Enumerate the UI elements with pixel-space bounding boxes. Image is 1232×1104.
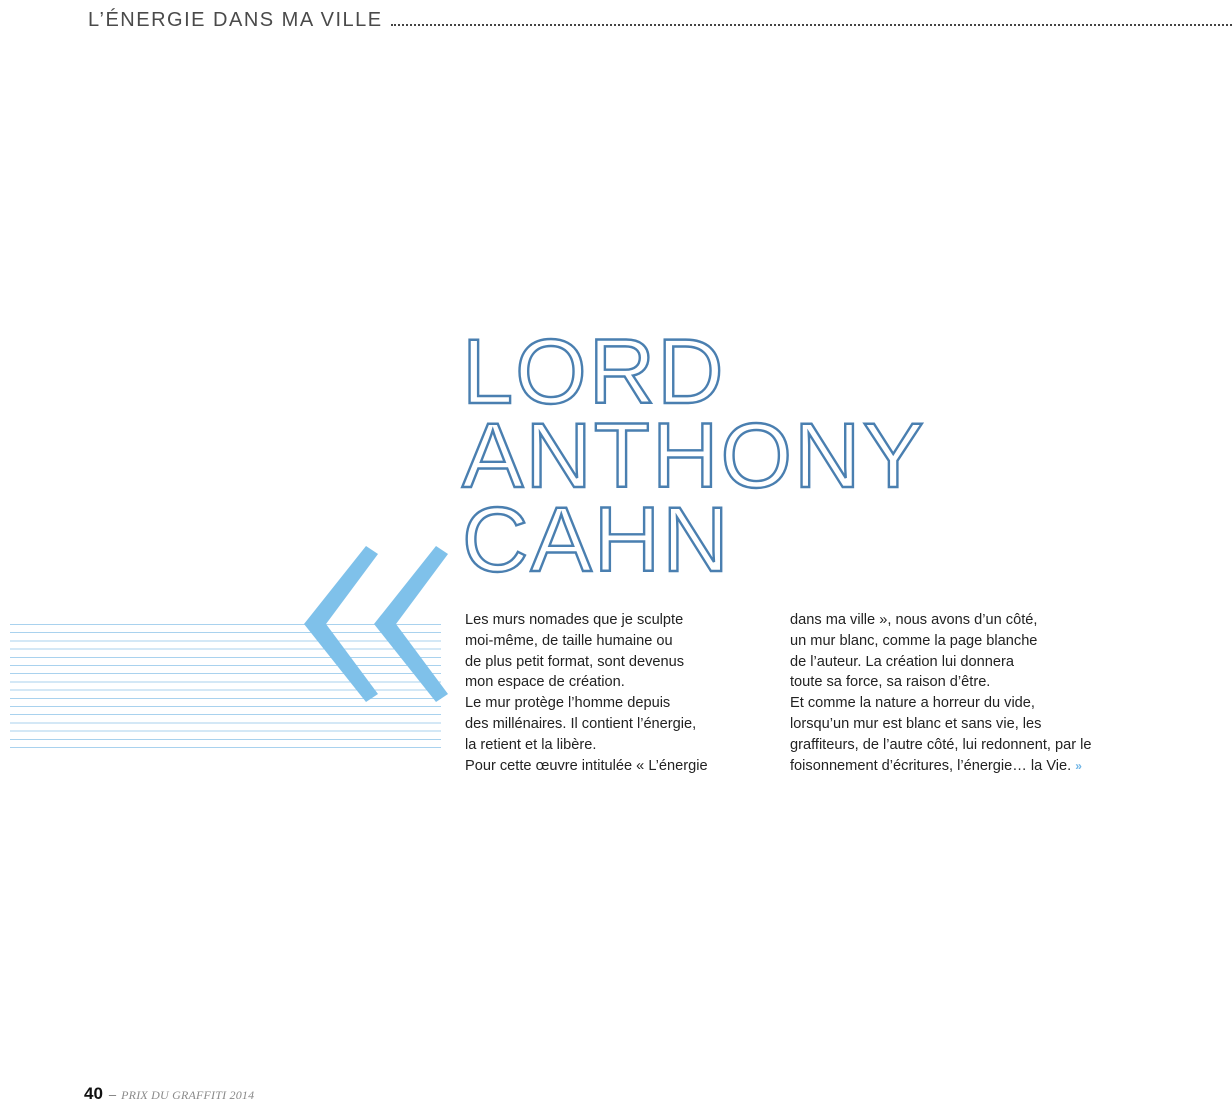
body-line: foisonnement d’écritures, l’énergie… la Vie. [790,757,1072,774]
page-number: 40 [84,1084,103,1103]
body-line: Pour cette œuvre intitulée « L’énergie [465,757,708,774]
double-chevron-right-icon: » [1075,758,1080,773]
body-line: de plus petit format, sont devenus [465,653,685,670]
publication-name: PRIX DU GRAFFITI 2014 [121,1088,255,1102]
section-header [88,6,1232,30]
body-line: graffiteurs, de l’autre côté, lui redonnent, par le [790,736,1092,753]
opening-guillemet-icon [300,544,452,704]
body-line: de l’auteur. La création lui donnera [790,653,1014,670]
footer-separator: – [108,1087,117,1102]
page-footer [84,1084,254,1104]
body-line: la retient et la libère. [465,736,597,753]
body-line: un mur blanc, comme la page blanche [790,632,1038,649]
title-line: CAHN [462,489,731,591]
section-title: L’ÉNERGIE DANS MA VILLE [88,9,383,31]
body-line: Le mur protège l’homme depuis [465,695,671,712]
body-line: Et comme la nature a horreur du vide, [790,695,1035,712]
text-column-right [790,610,1092,776]
body-line: des millénaires. Il contient l’énergie, [465,715,697,732]
body-line: mon espace de création. [465,674,625,691]
body-line: dans ma ville », nous avons d’un côté, [790,612,1038,628]
body-line: moi-même, de taille humaine ou [465,632,673,649]
body-line: lorsqu’un mur est blanc et sans vie, les [790,715,1042,732]
title-line: ANTHONY [462,405,926,507]
article-body [465,610,1105,780]
title-line: LORD [462,321,726,423]
dotted-leader-rule [391,24,1232,26]
article-title [462,321,1022,591]
body-line: Les murs nomades que je sculpte [465,612,684,628]
body-line: toute sa force, sa raison d’être. [790,674,991,691]
text-column-left [465,610,708,776]
last-line [790,756,1092,777]
